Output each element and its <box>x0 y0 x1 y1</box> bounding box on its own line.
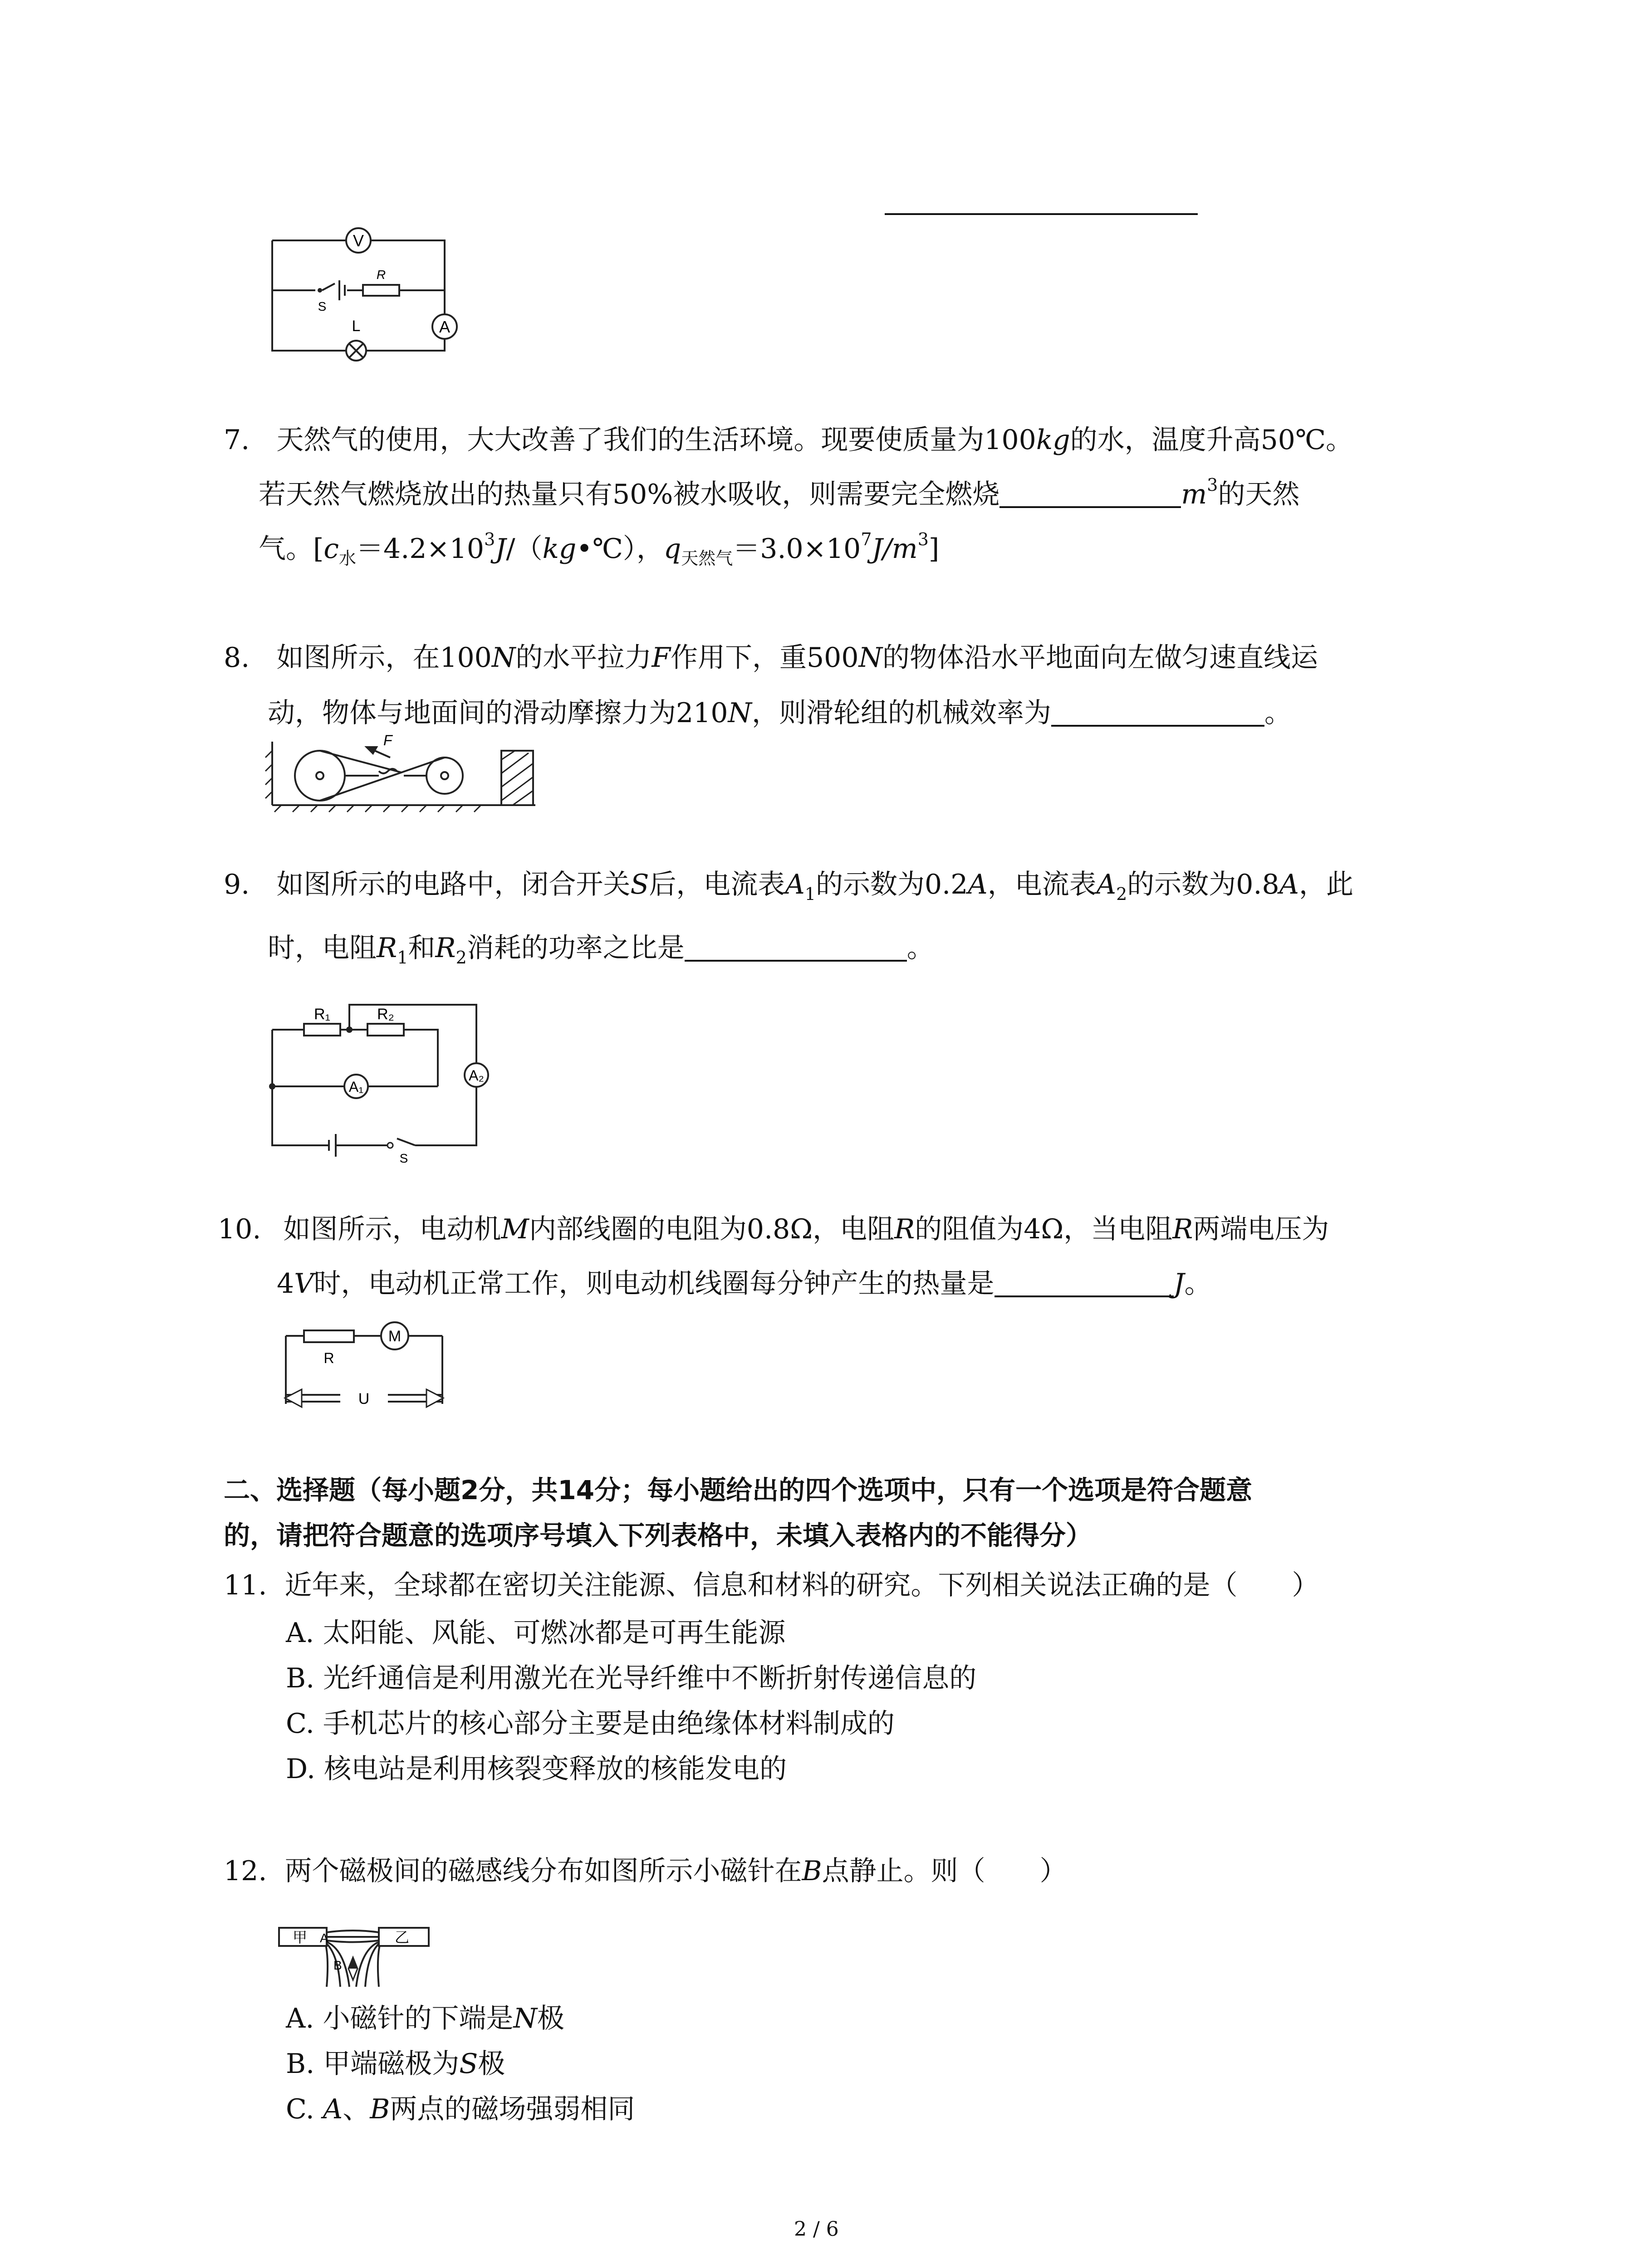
q10-text: 。 <box>1184 1268 1212 1300</box>
q12-number: 12. <box>224 1855 267 1887</box>
q7-line2 <box>259 475 1300 510</box>
q9-unit-A: A <box>968 869 988 900</box>
fig6-lamp-label: L <box>352 318 361 335</box>
q10-symbol-R: R <box>1172 1213 1193 1245</box>
q11-stem <box>224 1569 1319 1601</box>
answer-blank-q6[interactable] <box>885 211 1198 215</box>
q9-subscript: 1 <box>804 884 816 904</box>
q9-symbol-R2: R <box>435 932 456 964</box>
q8-text: 作用下，重500 <box>671 642 859 674</box>
q9-subscript: 2 <box>1116 884 1127 904</box>
magnet-figure-q12 <box>277 1919 431 1996</box>
q10-text: 内部线圈的电阻为0.8Ω，电阻 <box>529 1213 895 1245</box>
pulley-figure-q8 <box>268 733 544 812</box>
q8-number: 8. <box>224 642 250 674</box>
q12-symbol-B: B <box>802 1855 822 1887</box>
fig12-a-label: A <box>320 1931 328 1945</box>
q9-line1 <box>224 869 1354 904</box>
q10-text: 两端电压为 <box>1193 1213 1329 1245</box>
q8-unit-N: N <box>858 642 883 674</box>
q7-unit-m: m <box>1181 479 1207 510</box>
q12-text: B. 甲端磁极为 <box>286 2048 460 2080</box>
q11-option-c[interactable]: C. 手机芯片的核心部分主要是由绝缘体材料制成的 <box>286 1708 895 1740</box>
fig10-m-label: M <box>388 1328 402 1345</box>
q7-text: 若天然气燃烧放出的热量只有50%被水吸收，则需要完全燃烧 <box>259 479 1000 510</box>
q10-text: 的阻值为4Ω，当电阻 <box>915 1213 1173 1245</box>
q12-option-c[interactable] <box>286 2093 635 2125</box>
q7-symbol-q: q <box>663 533 681 565</box>
q7-line3 <box>259 529 940 568</box>
q10-symbol-M: M <box>501 1213 529 1245</box>
q7-unit-J: J <box>495 533 506 565</box>
q9-symbol-A2: A <box>1096 869 1117 900</box>
q12-text: 、 <box>343 2093 370 2125</box>
q7-text: 天然气的使用，大大改善了我们的生活环境。现要使质量为100 <box>276 424 1036 456</box>
q9-text: ，此 <box>1299 869 1354 900</box>
fig6-ammeter-label: A <box>439 318 451 336</box>
q7-text: 的水，温度升高50℃。 <box>1070 424 1353 456</box>
q12-option-b[interactable] <box>286 2048 505 2080</box>
q8-text: 的水平拉力 <box>515 642 652 674</box>
q7-exponent: 3 <box>1207 475 1218 495</box>
q12-symbol-B: B <box>370 2093 390 2125</box>
q7-symbol-c: c <box>323 533 339 565</box>
q8-symbol-F: F <box>652 642 671 674</box>
q9-symbol-R1: R <box>377 932 397 964</box>
fig9-r1-label: R₁ <box>314 1006 331 1023</box>
section2-heading-line2: 的，请把符合题意的选项序号填入下列表格中，未填入表格内的不能得分） <box>224 1520 1092 1551</box>
q10-text: 4 <box>277 1268 294 1300</box>
q9-text: 和 <box>408 932 436 964</box>
fig9-s-label: S <box>399 1151 408 1165</box>
q7-subscript: 天然气 <box>681 548 733 568</box>
q9-subscript: 2 <box>456 948 467 968</box>
fig8-force-label: F <box>383 732 392 748</box>
answer-blank-q10[interactable] <box>994 1270 1174 1297</box>
q10-unit-J: J <box>1173 1268 1185 1300</box>
q12-text: 两个磁极间的磁感线分布如图所示小磁针在 <box>284 1855 802 1887</box>
q9-symbol-A1: A <box>785 869 805 900</box>
q9-text: 如图所示的电路中，闭合开关 <box>276 869 631 900</box>
q9-symbol-S: S <box>630 869 649 900</box>
q7-line1 <box>224 426 1353 454</box>
q7-number: 7. <box>224 424 250 456</box>
fig12-jia-label: 甲 <box>293 1929 308 1945</box>
q9-text: 。 <box>906 932 934 964</box>
fig12-b-label: B <box>333 1958 342 1972</box>
q10-number: 10. <box>218 1213 261 1245</box>
fig10-r-label: R <box>323 1350 334 1366</box>
q12-option-a[interactable] <box>286 2005 564 2032</box>
q7-text: ＝4.2×10 <box>356 533 485 565</box>
q8-text: 。 <box>1264 697 1292 729</box>
q9-text: 消耗的功率之比是 <box>466 932 685 964</box>
fig6-resistor-label: R <box>376 268 386 282</box>
q8-text: 如图所示，在100 <box>276 642 492 674</box>
q12-text: 两点的磁场强弱相同 <box>390 2093 635 2125</box>
q12-text: A. 小磁针的下端是 <box>286 2003 514 2034</box>
page-number: 2 / 6 <box>794 2218 839 2241</box>
q9-text: 时，电阻 <box>268 932 377 964</box>
fig9-r2-label: R₂ <box>377 1006 394 1023</box>
q7-exponent: 3 <box>484 529 495 549</box>
q7-text: ] <box>928 533 940 565</box>
q11-option-b[interactable]: B. 光纤通信是利用激光在光导纤维中不断折射传递信息的 <box>286 1662 977 1694</box>
circuit-figure-q9 <box>268 996 504 1165</box>
q10-line1 <box>218 1213 1329 1245</box>
fig6-switch-label: S <box>318 299 327 313</box>
q7-exponent: 3 <box>917 529 929 549</box>
q11-text: 近年来，全球都在密切关注能源、信息和材料的研究。下列相关说法正确的是（ ） <box>284 1569 1319 1601</box>
q11-number: 11. <box>224 1569 267 1601</box>
q11-option-a[interactable]: A. 太阳能、风能、可燃冰都是可再生能源 <box>286 1617 786 1649</box>
q8-unit-N: N <box>728 697 752 729</box>
q8-text: 的物体沿水平地面向左做匀速直线运 <box>882 642 1318 674</box>
q7-exponent: 7 <box>861 529 872 549</box>
q9-text: ，电流表 <box>987 869 1097 900</box>
q10-text: 时，电动机正常工作，则电动机线圈每分钟产生的热量是 <box>314 1268 994 1300</box>
fig10-u-label: U <box>358 1390 370 1408</box>
circuit-figure-q6 <box>268 222 454 363</box>
fig6-voltmeter-label: V <box>353 231 364 250</box>
q12-symbol-A: A <box>323 2093 343 2125</box>
q9-text: 的示数为0.8 <box>1127 869 1279 900</box>
answer-blank-q9[interactable] <box>685 934 907 962</box>
q7-text: ＝3.0×10 <box>733 533 861 565</box>
fig9-a1-label: A₁ <box>348 1079 364 1095</box>
q7-text: •℃）， <box>576 533 664 565</box>
q10-symbol-R: R <box>894 1213 915 1245</box>
fig12-yi-label: 乙 <box>395 1929 410 1945</box>
q9-text: 后，电流表 <box>649 869 785 900</box>
q7-subscript: 水 <box>339 548 357 568</box>
q7-text: 的天然 <box>1218 479 1300 510</box>
q12-symbol-S: S <box>459 2048 478 2080</box>
q8-unit-N: N <box>491 642 516 674</box>
q9-number: 9. <box>224 869 250 900</box>
q9-subscript: 1 <box>397 948 408 968</box>
circuit-figure-q10 <box>281 1318 449 1418</box>
q12-symbol-N: N <box>513 2003 537 2034</box>
q8-text: ，则滑轮组的机械效率为 <box>752 697 1052 729</box>
answer-blank-q8[interactable] <box>1051 699 1264 727</box>
q12-text: 极 <box>478 2048 505 2080</box>
q8-line2 <box>268 699 1292 727</box>
q10-unit-V: V <box>294 1268 314 1300</box>
q7-unit-kg: kg <box>1036 424 1070 456</box>
q7-unit-Jm: J/m <box>872 533 918 565</box>
q12-text: C. <box>286 2093 323 2125</box>
q9-unit-A: A <box>1279 869 1299 900</box>
section2-heading-line1: 二、选择题（每小题2分，共14分；每小题给出的四个选项中，只有一个选项是符合题意 <box>224 1475 1253 1505</box>
q10-line2 <box>277 1268 1212 1300</box>
q7-unit-kg: kg <box>542 533 577 565</box>
q10-text: 如图所示，电动机 <box>283 1213 501 1245</box>
q12-stem <box>224 1857 1067 1885</box>
q8-text: 动，物体与地面间的滑动摩擦力为210 <box>268 697 728 729</box>
answer-blank-q7[interactable] <box>999 481 1181 508</box>
q8-line1 <box>224 642 1318 674</box>
q7-text: /（ <box>506 533 543 565</box>
q9-line2 <box>268 932 934 968</box>
q12-text: 极 <box>537 2003 564 2034</box>
q9-text: 的示数为0.2 <box>815 869 968 900</box>
q11-option-d[interactable]: D. 核电站是利用核裂变释放的核能发电的 <box>286 1753 787 1785</box>
q7-text: 气。[ <box>259 533 324 565</box>
q12-text: 点静止。则（ ） <box>822 1855 1067 1887</box>
fig9-a2-label: A₂ <box>469 1067 484 1084</box>
